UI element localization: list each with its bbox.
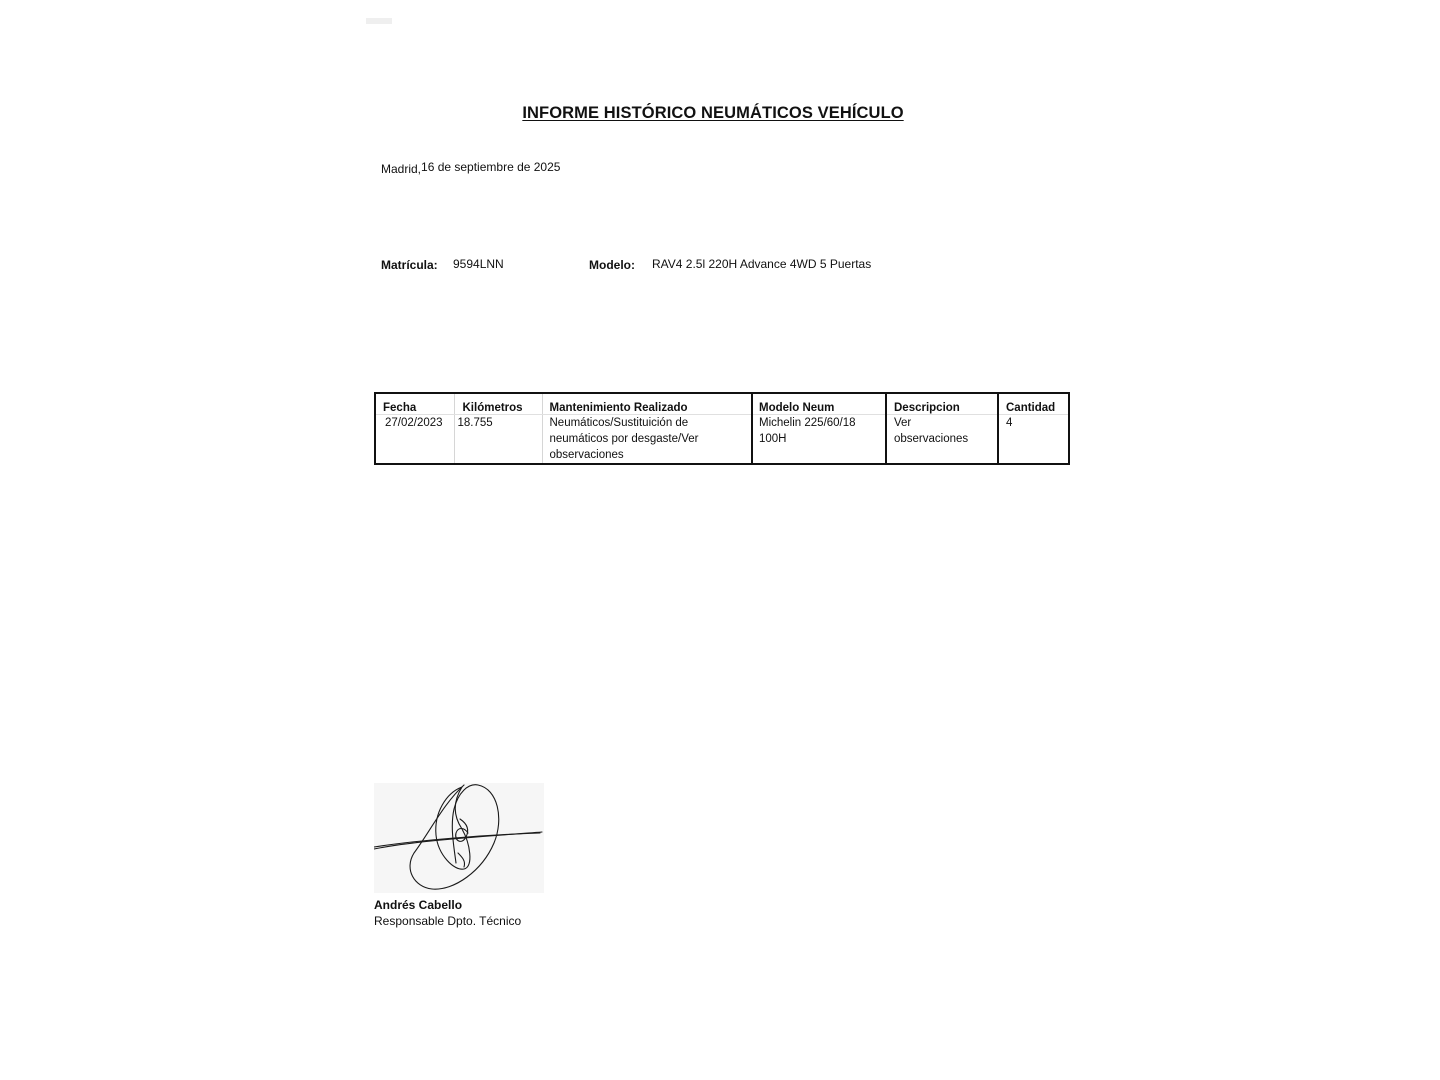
header-kilometros: Kilómetros [454,393,542,415]
date: 16 de septiembre de 2025 [421,160,561,174]
header-descripcion: Descripcion [886,393,998,415]
cell-line: 100H [759,433,787,445]
handwritten-signature-icon [374,783,544,893]
cell-line: neumáticos por desgaste/Ver [549,433,699,445]
signer-name: Andrés Cabello [374,898,463,912]
plate-value: 9594LNN [453,257,504,271]
header-fecha: Fecha [375,393,454,415]
model-value: RAV4 2.5l 220H Advance 4WD 5 Puertas [652,257,872,271]
table-row [375,415,1069,465]
place: Madrid, [381,162,422,176]
tire-history-table [374,392,1070,465]
cell-line: Neumáticos/Sustituición de [549,417,689,429]
cell-mantenimiento [542,415,752,465]
signer-role: Responsable Dpto. Técnico [374,914,522,928]
table-header-row [375,393,1069,415]
page-title: INFORME HISTÓRICO NEUMÁTICOS VEHÍCULO [522,104,904,122]
header-cantidad: Cantidad [998,393,1069,415]
model-label: Modelo: [589,258,635,272]
cell-modelo-neum [752,415,886,465]
plate-label: Matrícula: [381,258,438,272]
cell-line: Ver [894,417,912,429]
cell-line: Michelin 225/60/18 [759,417,856,429]
header-mantenimiento: Mantenimiento Realizado [542,393,752,415]
scan-artifact [366,18,392,24]
cell-kilometros: 18.755 [454,415,542,465]
date-line [381,160,560,174]
cell-cantidad: 4 [1006,417,1013,429]
cell-descripcion [886,415,998,465]
cell-line: observaciones [894,433,969,445]
header-modelo-neum: Modelo Neum [752,393,886,415]
cell-line: observaciones [549,449,624,461]
cell-fecha: 27/02/2023 [375,415,454,465]
